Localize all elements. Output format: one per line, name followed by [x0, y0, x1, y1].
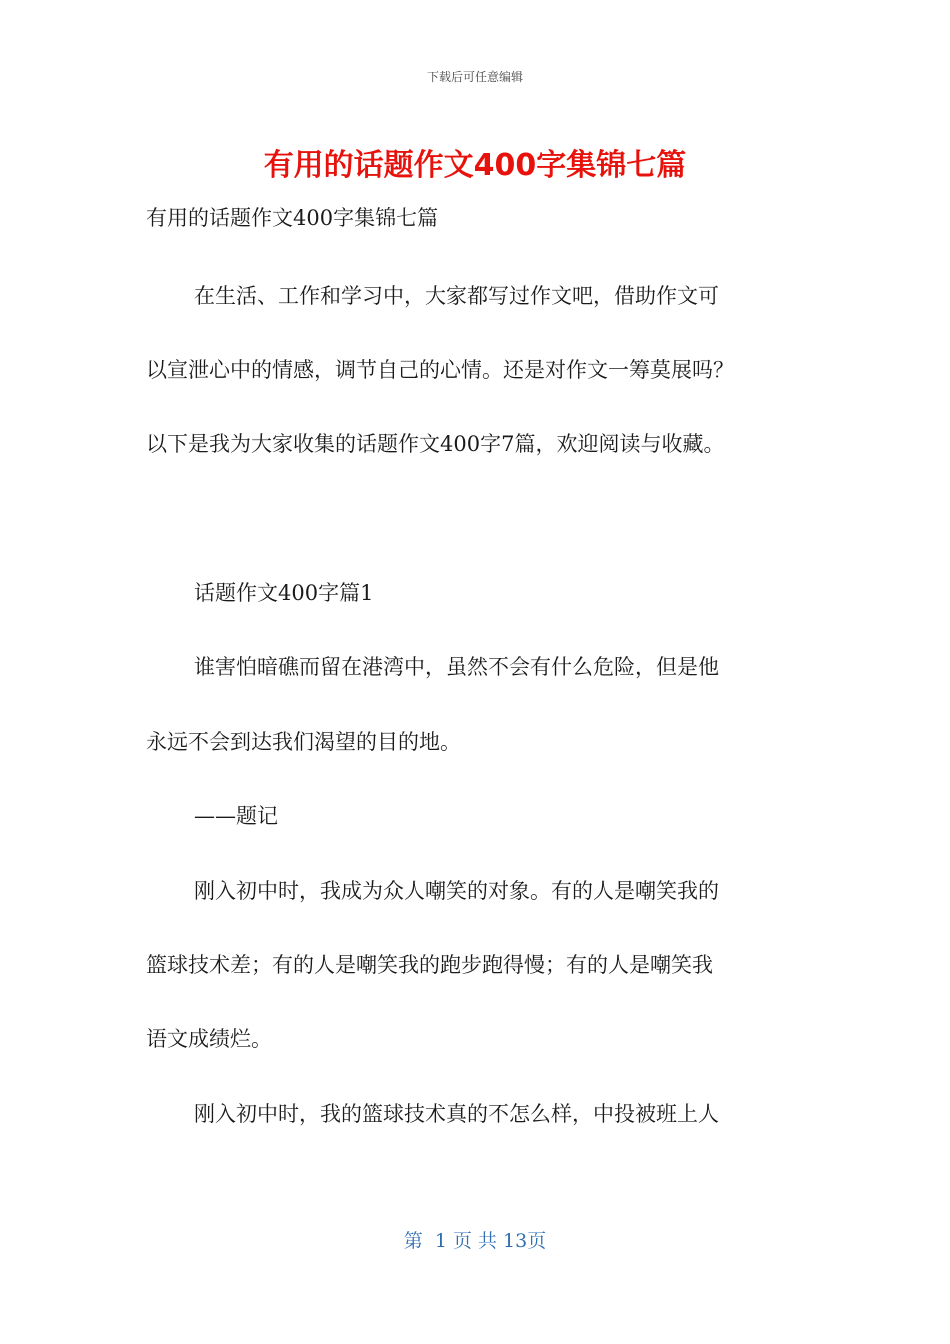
intro-line-2: 以宣泄心中的情感，调节自己的心情。还是对作文一筹莫展吗？ [146, 358, 734, 382]
paragraph-line-1: 刚入初中时，我成为众人嘲笑的对象。有的人是嘲笑我的 [194, 879, 719, 903]
page-number-footer: 第 1 页 共 13页 [403, 1230, 547, 1252]
quote-line-1: 谁害怕暗礁而留在港湾中，虽然不会有什么危险，但是他 [194, 655, 719, 679]
intro-line-3: 以下是我为大家收集的话题作文400字7篇，欢迎阅读与收藏。 [146, 432, 725, 456]
paragraph-line-3: 语文成绩烂。 [146, 1027, 272, 1051]
paragraph-line-4: 刚入初中时，我的篮球技术真的不怎么样，中投被班上人 [194, 1102, 719, 1126]
intro-line-1: 在生活、工作和学习中，大家都写过作文吧，借助作文可 [194, 284, 719, 308]
subtitle-line: 有用的话题作文400字集锦七篇 [146, 206, 439, 230]
document-title: 有用的话题作文400字集锦七篇 [263, 148, 687, 183]
section-heading: 话题作文400字篇1 [194, 581, 374, 605]
paragraph-line-2: 篮球技术差；有的人是嘲笑我的跑步跑得慢；有的人是嘲笑我 [146, 953, 713, 977]
header-note: 下载后可任意编辑 [426, 70, 523, 84]
quote-line-2: 永远不会到达我们渴望的目的地。 [146, 730, 461, 754]
epigraph-label: ——题记 [194, 804, 278, 828]
